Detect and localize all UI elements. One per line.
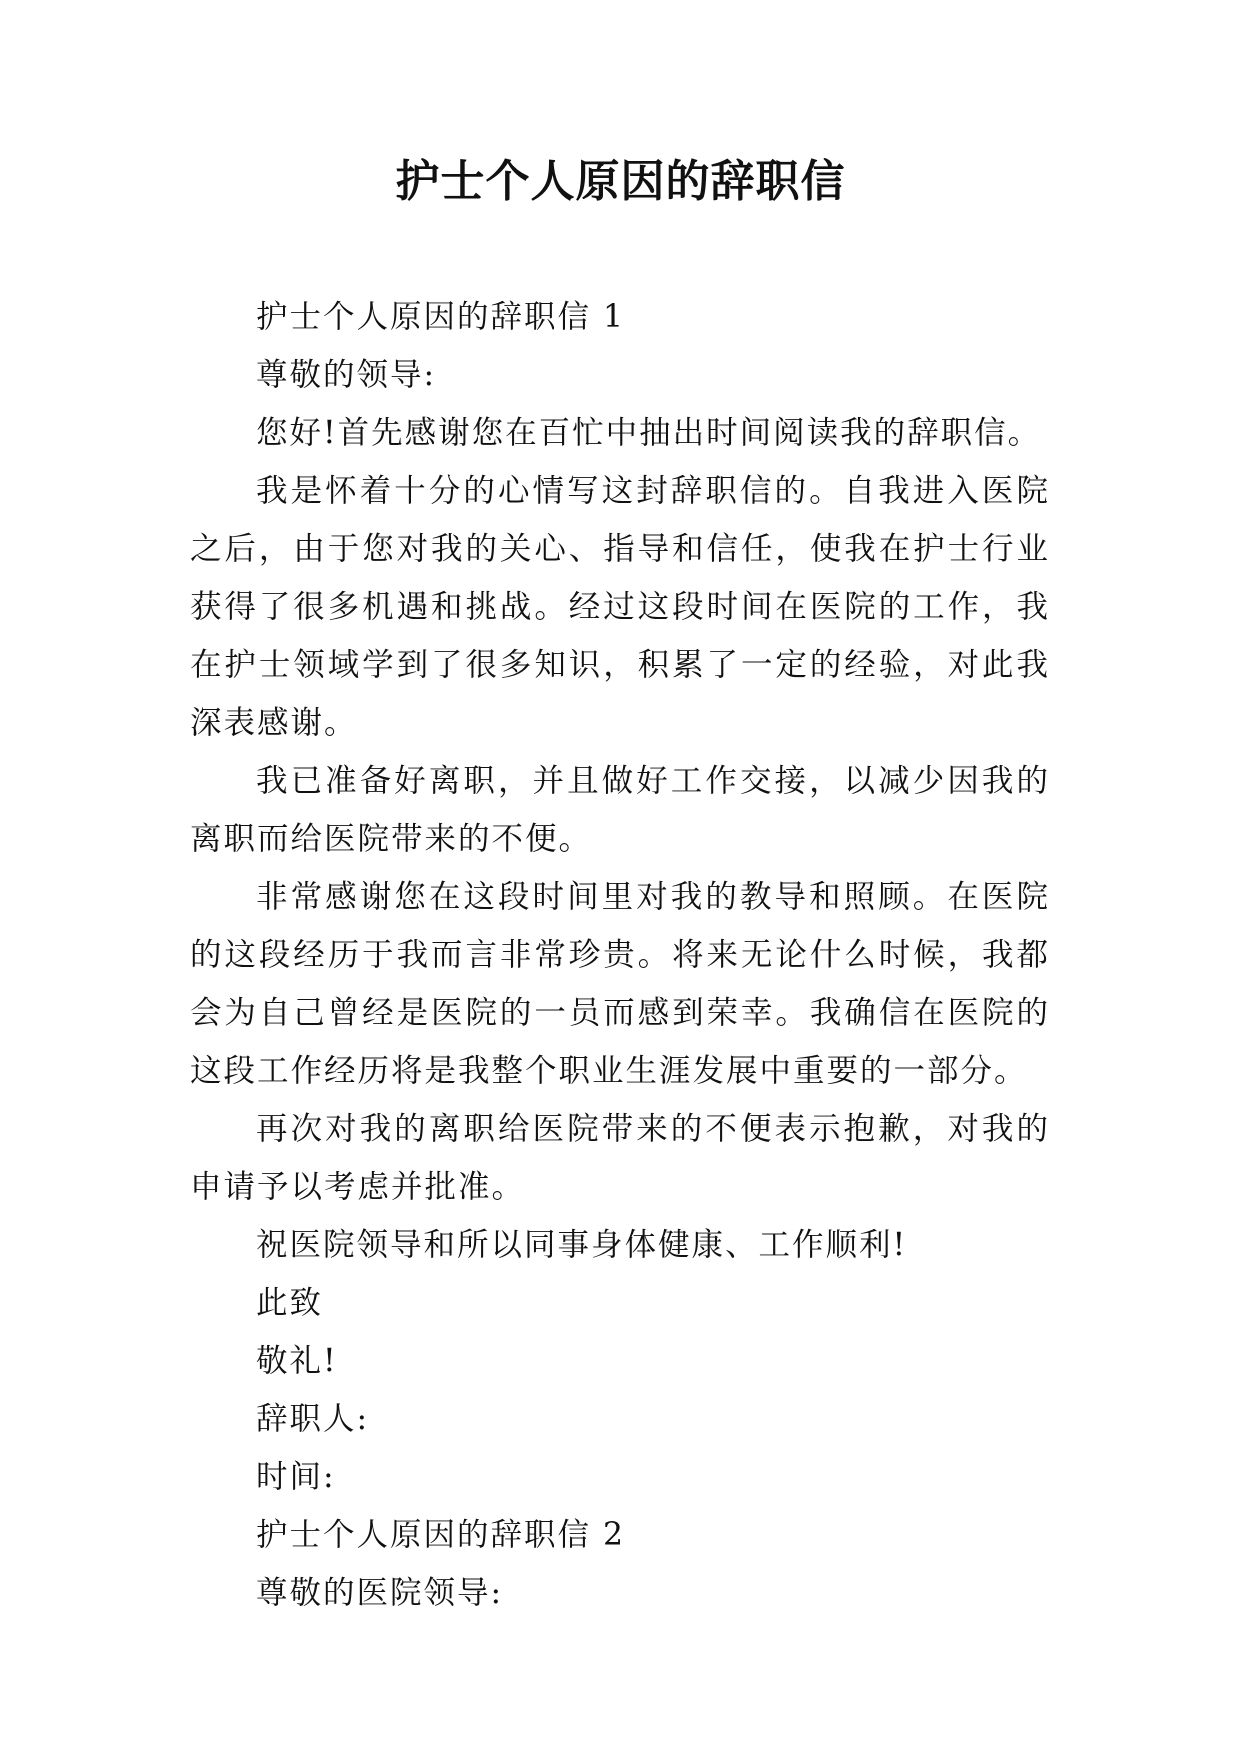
greeting-paragraph: 您好!首先感谢您在百忙中抽出时间阅读我的辞职信。 (256, 415, 1042, 451)
salutation: 尊敬的领导: (256, 357, 437, 393)
body-paragraph: 非常感谢您在这段时间里对我的教导和照顾。在医院的这段经历于我而言非常珍贵。将来无论什么时候，我都会为自己曾经是医院的一员而感到荣幸。我确信在医院的这段工作经历将是我整个职业生涯发展中重要的一部分。 (190, 879, 1050, 1089)
closing-salute: 敬礼! (256, 1343, 338, 1379)
body-paragraph: 我是怀着十分的心情写这封辞职信的。自我进入医院之后，由于您对我的关心、指导和信任，使我在护士行业获得了很多机遇和挑战。经过这段时间在医院的工作，我在护士领域学到了很多知识，积累了一定的经验，对此我深表感谢。 (190, 473, 1050, 741)
heading-letter-1: 护士个人原因的辞职信 1 (256, 299, 626, 335)
closing-wish: 祝医院领导和所以同事身体健康、工作顺利! (256, 1227, 908, 1263)
document-body (190, 288, 1050, 1622)
closing-phrase: 此致 (256, 1285, 324, 1321)
heading-letter-2: 护士个人原因的辞职信 2 (256, 1517, 626, 1553)
document-title: 护士个人原因的辞职信 (395, 156, 846, 207)
date-label: 时间: (256, 1459, 336, 1495)
body-paragraph: 再次对我的离职给医院带来的不便表示抱歉，对我的申请予以考虑并批准。 (190, 1111, 1050, 1205)
signer-label: 辞职人: (256, 1401, 370, 1437)
salutation: 尊敬的医院领导: (256, 1575, 504, 1611)
body-paragraph: 我已准备好离职，并且做好工作交接，以减少因我的离职而给医院带来的不便。 (190, 763, 1050, 857)
